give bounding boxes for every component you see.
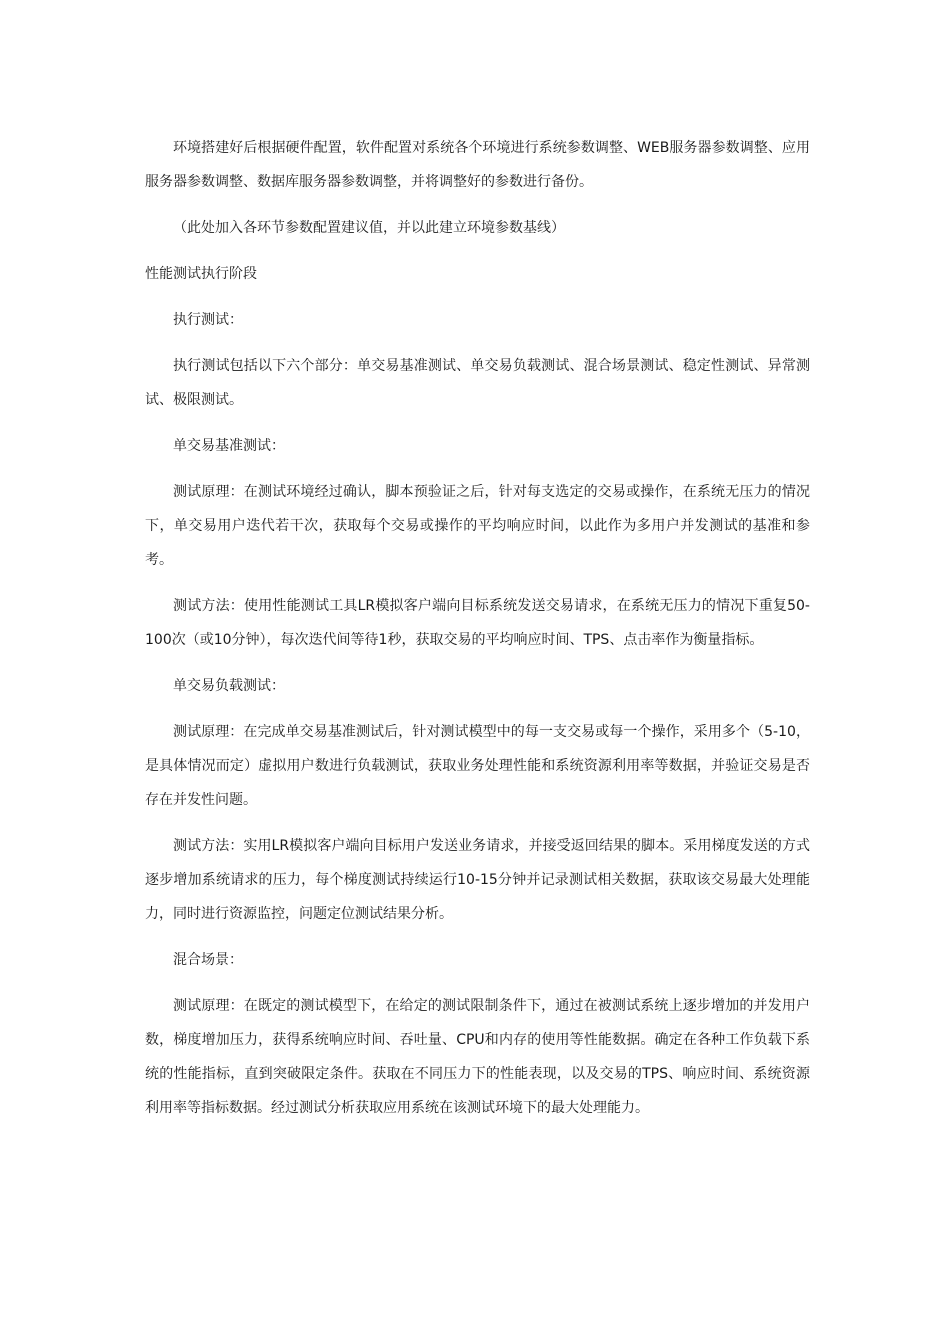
paragraph-mixed-principle: 测试原理：在既定的测试模型下，在给定的测试限制条件下，通过在被测试系统上逐步增加的并发用户数，梯度增加压力，获得系统响应时间、吞吐量、CPU和内存的使用等性能数据。确定在各种工作负载下系统的性能指标，直到突破限定条件。获取在不同压力下的性能表现，以及交易的TPS、响应时间、系统资源利用率等指标数据。经过测试分析获取应用系统在该测试环境下的最大处理能力。 [145, 998, 810, 1116]
subheading-single-baseline: 单交易基准测试： [173, 438, 285, 454]
document-body [145, 131, 810, 1137]
subheading-single-load: 单交易负载测试： [173, 678, 285, 694]
paragraph-parameter-baseline-note: （此处加入各环节参数配置建议值，并以此建立环境参数基线） [173, 220, 565, 236]
paragraph-baseline-principle: 测试原理：在测试环境经过确认，脚本预验证之后，针对每支选定的交易或操作，在系统无压力的情况下，单交易用户迭代若干次，获取每个交易或操作的平均响应时间，以此作为多用户并发测试的基准和参考。 [145, 484, 810, 568]
paragraph-load-method: 测试方法：实用LR模拟客户端向目标用户发送业务请求，并接受返回结果的脚本。采用梯度发送的方式逐步增加系统请求的压力，每个梯度测试持续运行10-15分钟并记录测试相关数据，获取该交易最大处理能力，同时进行资源监控，问题定位测试结果分析。 [145, 838, 810, 922]
subheading-execute-test: 执行测试： [173, 312, 243, 328]
paragraph-load-principle: 测试原理：在完成单交易基准测试后，针对测试模型中的每一支交易或每一个操作，采用多个（5-10，是具体情况而定）虚拟用户数进行负载测试，获取业务处理性能和系统资源利用率等数据，并验证交易是否存在并发性问题。 [145, 724, 810, 808]
paragraph-environment-tuning: 环境搭建好后根据硬件配置，软件配置对系统各个环境进行系统参数调整、WEB服务器参数调整、应用服务器参数调整、数据库服务器参数调整，并将调整好的参数进行备份。 [145, 140, 810, 190]
paragraph-test-parts: 执行测试包括以下六个部分：单交易基准测试、单交易负载测试、混合场景测试、稳定性测试、异常测试、极限测试。 [145, 358, 810, 408]
subheading-mixed-scenario: 混合场景： [173, 952, 243, 968]
section-heading-execution-phase: 性能测试执行阶段 [145, 266, 257, 282]
paragraph-baseline-method: 测试方法：使用性能测试工具LR模拟客户端向目标系统发送交易请求，在系统无压力的情况下重复50-100次（或10分钟），每次迭代间等待1秒，获取交易的平均响应时间、TPS、点击率作为衡量指标。 [145, 598, 810, 648]
